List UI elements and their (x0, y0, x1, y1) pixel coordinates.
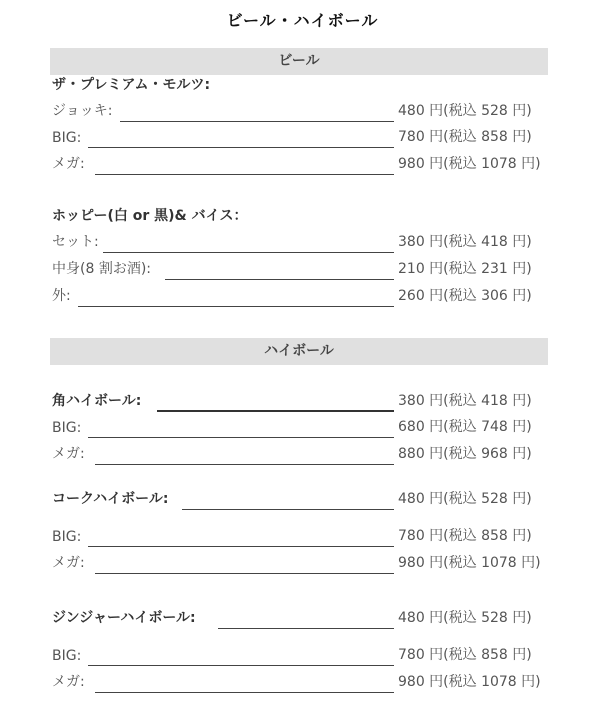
item-label: セット: (52, 234, 99, 250)
item-label: メガ: (52, 156, 85, 172)
item-price: 380 円(税込 418 円) (398, 393, 532, 409)
menu-item-row (52, 646, 552, 666)
item-price: 780 円(税込 858 円) (398, 129, 532, 145)
item-label: ジョッキ: (52, 103, 113, 119)
item-price: 680 円(税込 748 円) (398, 419, 532, 435)
item-label: メガ: (52, 555, 85, 571)
menu-item-row (52, 155, 552, 175)
group-title-label: コークハイボール: (52, 491, 169, 507)
item-label: 中身(8 割お酒): (52, 261, 151, 277)
menu-item-row-ginger (52, 609, 552, 629)
item-price: 380 円(税込 418 円) (398, 234, 532, 250)
item-price: 210 円(税込 231 円) (398, 261, 532, 277)
group-title-hoppy (52, 207, 552, 227)
item-price: 260 円(税込 306 円) (398, 288, 532, 304)
leader-line (165, 279, 394, 280)
item-price: 980 円(税込 1078 円) (398, 674, 541, 690)
menu-item-row (52, 673, 552, 693)
item-label: BIG: (52, 130, 82, 146)
item-label: BIG: (52, 648, 82, 664)
leader-line (95, 692, 394, 693)
leader-line (88, 665, 394, 666)
menu-item-row (52, 260, 552, 280)
item-label: BIG: (52, 529, 82, 545)
group-title-label: ザ・プレミアム・モルツ: (52, 77, 211, 93)
item-label: メガ: (52, 674, 85, 690)
group-title-premium-malts (52, 76, 552, 96)
item-label: BIG: (52, 420, 82, 436)
item-price: 780 円(税込 858 円) (398, 528, 532, 544)
menu-item-row (52, 418, 552, 438)
section-header-beer: ビール (50, 48, 548, 75)
menu-item-row-kaku (52, 392, 552, 412)
leader-line (88, 437, 394, 438)
leader-line (182, 509, 394, 510)
group-title-label: ホッピー(白 or 黒)& バイス： (52, 208, 248, 224)
menu-item-row (52, 527, 552, 547)
item-label: 外: (52, 288, 71, 304)
menu-item-row (52, 445, 552, 465)
menu-item-row (52, 554, 552, 574)
leader-line (95, 573, 394, 574)
leader-line (218, 628, 394, 629)
leader-line (78, 306, 394, 307)
leader-line (95, 464, 394, 465)
page-title: ビール・ハイボール (226, 11, 379, 30)
leader-line (95, 174, 394, 175)
leader-line (103, 252, 394, 253)
item-label: メガ: (52, 446, 85, 462)
menu-item-row (52, 128, 552, 148)
item-price: 980 円(税込 1078 円) (398, 156, 541, 172)
item-price: 480 円(税込 528 円) (398, 610, 532, 626)
item-price: 980 円(税込 1078 円) (398, 555, 541, 571)
menu-item-row (52, 102, 552, 122)
menu-item-row-coke (52, 490, 552, 510)
item-price: 480 円(税込 528 円) (398, 491, 532, 507)
group-title-label: ジンジャーハイボール: (52, 610, 196, 626)
menu-item-row (52, 233, 552, 253)
group-title-label: 角ハイボール: (52, 393, 142, 409)
leader-line (157, 410, 394, 412)
menu-item-row (52, 287, 552, 307)
section-header-highball: ハイボール (50, 338, 548, 365)
leader-line (88, 147, 394, 148)
item-price: 780 円(税込 858 円) (398, 647, 532, 663)
leader-line (88, 546, 394, 547)
leader-line (120, 121, 394, 122)
item-price: 480 円(税込 528 円) (398, 103, 532, 119)
item-price: 880 円(税込 968 円) (398, 446, 532, 462)
